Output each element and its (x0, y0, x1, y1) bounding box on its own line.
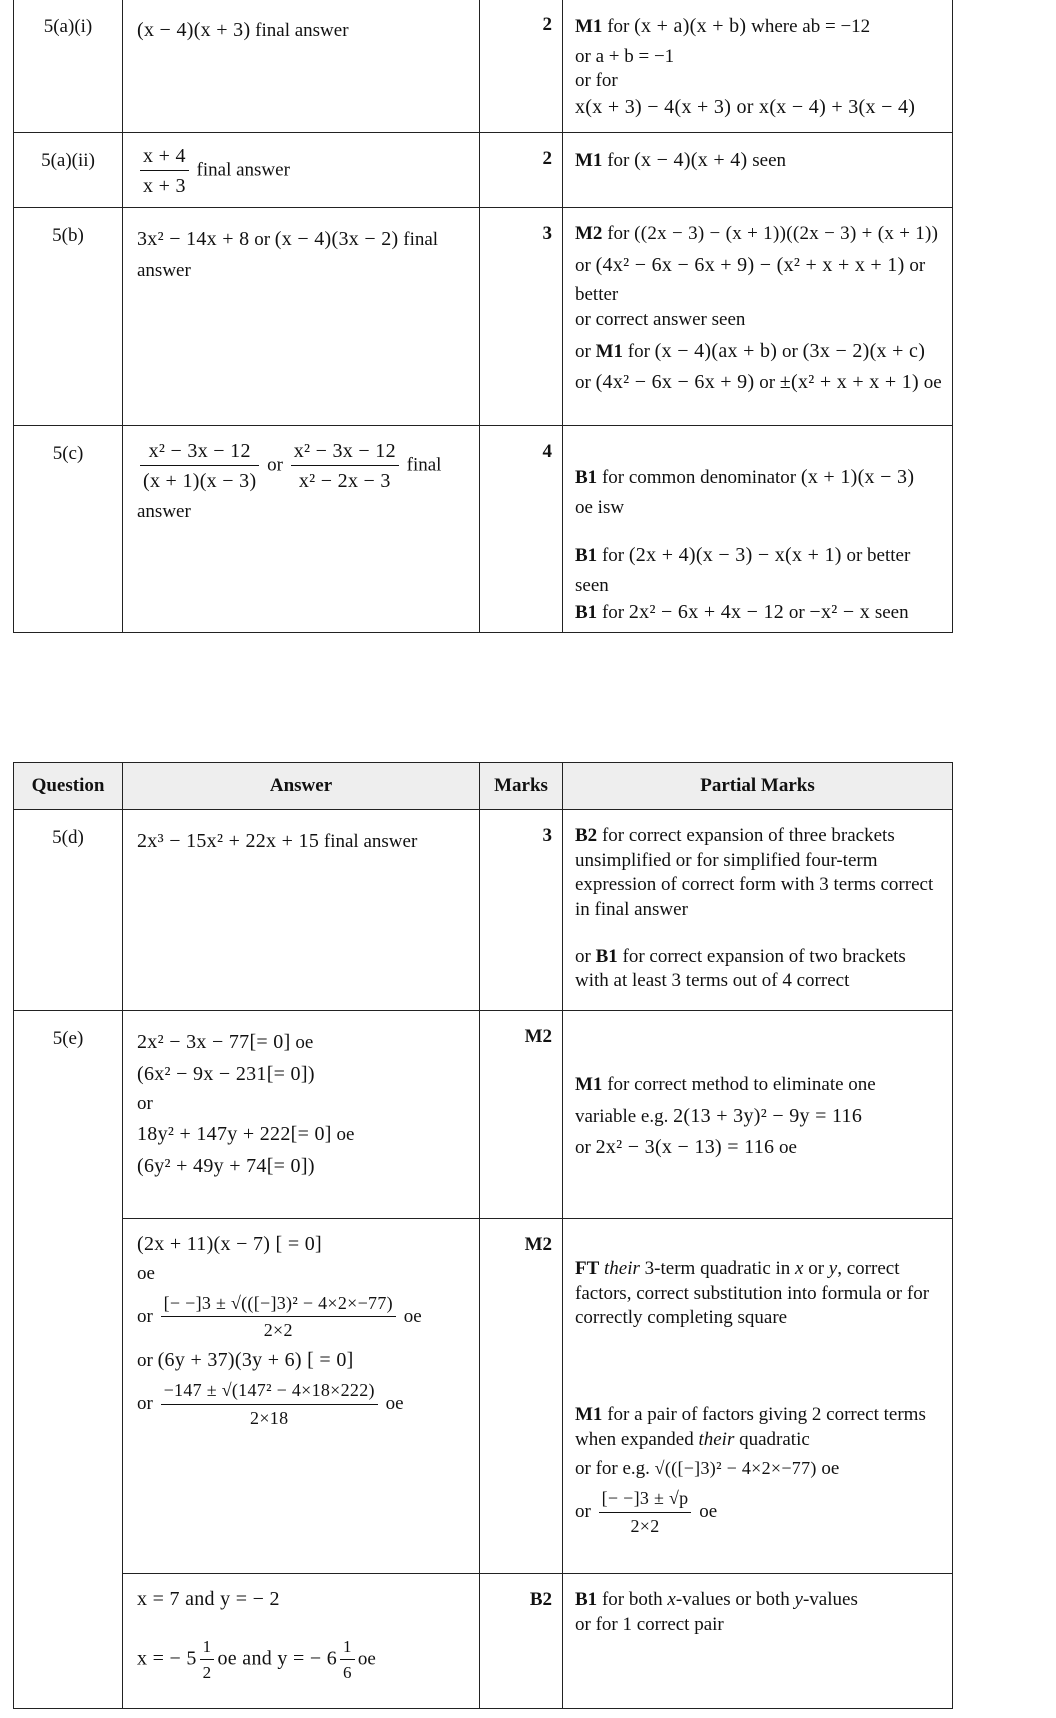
partial-line (575, 13, 942, 40)
partial-text: or (575, 340, 591, 362)
partial-line (575, 1073, 942, 1098)
column-header-answer: Answer (123, 763, 480, 810)
partial-variable: x (667, 1589, 676, 1610)
answer-cell (123, 1574, 480, 1709)
answer-line (137, 1121, 467, 1148)
fraction-numerator: −147 ± √(147² − 4×18×222) (161, 1379, 378, 1404)
marks-cell (480, 133, 563, 208)
answer-text: or (137, 1392, 153, 1414)
markscheme-table-bottom (13, 762, 953, 1709)
fraction-numerator: x² − 3x − 12 (291, 438, 399, 466)
answer-note: final answer (255, 20, 349, 41)
answer-cell (123, 208, 480, 426)
table-header-row (14, 763, 953, 810)
question-cell (14, 0, 123, 133)
partial-variable: y (794, 1589, 803, 1610)
partial-text: for (607, 223, 630, 244)
mark-code: B2 (575, 825, 598, 846)
partial-text: for (601, 545, 625, 567)
mark-code: B1 (575, 545, 598, 567)
partial-text: or (759, 372, 776, 394)
answer-line (137, 438, 467, 494)
marks-cell (480, 1011, 563, 1219)
partial-line: or a + b = −1 (575, 45, 675, 67)
partial-line: seen (575, 575, 609, 597)
partial-text: variable e.g. (575, 1105, 669, 1127)
question-label: 5(c) (52, 443, 84, 464)
partial-text: seen (752, 150, 787, 171)
mark-code: M1 (575, 1404, 603, 1426)
marks-cell (480, 1574, 563, 1709)
partial-line (575, 252, 942, 279)
partial-line: or for (575, 70, 618, 92)
partial-text: seen (874, 601, 909, 623)
answer-text: or (137, 1305, 153, 1327)
mark-code: B1 (595, 945, 618, 967)
partial-text: for (607, 150, 630, 171)
partial-text: oe (779, 1137, 797, 1159)
partial-marks-cell (563, 1011, 953, 1219)
answer-fraction (161, 1379, 378, 1430)
partial-text: 3-term quadratic in (644, 1258, 791, 1279)
partial-marks-cell (563, 810, 953, 1011)
question-cell (14, 133, 123, 208)
partial-line (575, 1457, 942, 1482)
fraction-numerator: 1 (200, 1636, 215, 1660)
partial-text: or (575, 1500, 591, 1522)
marks-value: 3 (542, 223, 552, 244)
answer-expression: (6y² + 49y + 74[= 0]) (137, 1155, 315, 1178)
answer-fraction (161, 1292, 396, 1343)
mark-code: B1 (575, 601, 598, 623)
fraction-denominator: x² − 2x − 3 (298, 470, 391, 492)
marks-cell (480, 1219, 563, 1574)
question-label: 5(b) (52, 225, 84, 246)
mark-code: B1 (575, 467, 598, 488)
partial-fraction (599, 1487, 692, 1538)
answer-expression: 18y² + 147y + 222[= 0] (137, 1123, 332, 1146)
partial-text: for common denominator (601, 467, 797, 488)
partial-marks-cell (563, 1219, 953, 1574)
partial-variable: y (828, 1258, 838, 1279)
answer-line (137, 226, 467, 253)
question-cell (14, 208, 123, 426)
mark-code: M1 (575, 1074, 603, 1095)
table-row (14, 1011, 953, 1219)
partial-text: oe (923, 372, 942, 394)
answer-note: oe (403, 1305, 422, 1327)
partial-text: for correct expansion of two brackets with at least 3 terms out of 4 correct (575, 945, 906, 992)
fraction-denominator: 2 (202, 1663, 212, 1683)
partial-variable: x (795, 1258, 804, 1279)
marks-cell (480, 0, 563, 133)
mark-code: M1 (575, 16, 603, 37)
partial-text: or (808, 1258, 825, 1279)
answer-expression: 2x² − 3x − 77[= 0] (137, 1031, 291, 1053)
partial-line (575, 1487, 942, 1538)
answer-note: answer (137, 501, 191, 522)
partial-line (575, 1257, 942, 1331)
mark-code: M1 (575, 150, 603, 171)
question-label: 5(e) (52, 1028, 84, 1049)
partial-expression: x(x + 3) − 4(x + 3) or x(x − 4) + 3(x − 4) (575, 96, 916, 119)
answer-text: or (267, 454, 283, 476)
partial-line (575, 542, 942, 569)
partial-marks-cell (563, 133, 953, 208)
answer-fraction (140, 143, 189, 199)
column-header-marks: Marks (480, 763, 563, 810)
partial-expression: ±(x² + x + x + 1) (779, 371, 919, 394)
fraction-numerator: [− −]3 ± √(([−]3)² − 4×2×−77) (161, 1292, 396, 1317)
question-label: 5(a)(ii) (41, 150, 95, 171)
answer-expression: (2x + 11)(x − 7) [ = 0] (137, 1233, 322, 1255)
partial-marks-cell (563, 426, 953, 633)
partial-text: -values (802, 1589, 858, 1610)
marks-value: B2 (529, 1589, 552, 1610)
partial-line (575, 945, 942, 994)
fraction-denominator: x + 3 (143, 175, 186, 197)
partial-marks-cell (563, 0, 953, 133)
answer-expression: 2x³ − 15x² + 22x + 15 (137, 830, 320, 852)
partial-expression: (2x + 4)(x − 3) − x(x + 1) (628, 544, 842, 567)
partial-line: oe isw (575, 496, 625, 518)
partial-line (575, 1103, 942, 1130)
partial-marks-cell (563, 1574, 953, 1709)
answer-cell (123, 426, 480, 633)
partial-expression: (4x² − 6x − 6x + 9) (595, 371, 755, 394)
partial-text: or (575, 945, 591, 967)
marks-cell (480, 426, 563, 633)
table-row (14, 810, 953, 1011)
answer-expression: (6y + 37)(3y + 6) [ = 0] (157, 1349, 354, 1372)
fraction-numerator: 1 (340, 1636, 355, 1660)
answer-text: or (137, 1350, 153, 1372)
partial-line: better (575, 284, 619, 306)
partial-line (575, 338, 942, 365)
partial-text: for both (601, 1589, 663, 1610)
partial-text: or (575, 372, 591, 394)
partial-expression: √(([−]3)² − 4×2×−77) (654, 1458, 817, 1479)
partial-text: quadratic (739, 1428, 810, 1450)
marks-cell (480, 208, 563, 426)
marks-value: 2 (542, 148, 552, 169)
fraction-denominator: 2×2 (263, 1320, 293, 1341)
question-label: 5(a)(i) (43, 16, 93, 37)
partial-text: or better (846, 545, 911, 567)
question-cell (14, 426, 123, 633)
mark-code: B1 (575, 1589, 598, 1610)
partial-line (575, 1134, 942, 1161)
partial-line (575, 147, 942, 174)
answer-fraction (200, 1636, 215, 1684)
answer-text: or (137, 1092, 153, 1114)
partial-line (575, 464, 942, 491)
partial-text: oe (699, 1500, 718, 1522)
partial-text: for (601, 601, 625, 623)
partial-emphasis: their (698, 1428, 735, 1450)
partial-text: or (782, 340, 798, 362)
table-row (14, 1574, 953, 1709)
table-row (14, 0, 953, 133)
marks-cell (480, 810, 563, 1011)
answer-expression: x = 7 and y = − 2 (137, 1588, 280, 1610)
partial-expression: (x − 4)(ax + b) (654, 339, 778, 362)
answer-fraction (291, 438, 399, 494)
question-cell (14, 1011, 123, 1709)
partial-line: or correct answer seen (575, 309, 746, 331)
answer-line (137, 1636, 467, 1684)
partial-text: or (909, 254, 926, 276)
answer-line (137, 1292, 467, 1343)
answer-expression: (6x² − 9x − 231[= 0]) (137, 1062, 315, 1085)
answer-note: oe (336, 1124, 355, 1146)
answer-text: or (254, 229, 271, 250)
partial-expression: (x + a)(x + b) (634, 15, 747, 37)
mark-code: M2 (575, 223, 603, 244)
answer-line (137, 1379, 467, 1430)
table-row (14, 426, 953, 633)
partial-expression: −x² − x (809, 600, 871, 623)
partial-marks-cell (563, 208, 953, 426)
answer-line (137, 1347, 467, 1374)
partial-expression: (4x² − 6x − 6x + 9) − (x² + x + x + 1) (595, 253, 905, 276)
partial-text: -values or both (675, 1589, 790, 1610)
question-cell (14, 810, 123, 1011)
partial-line (575, 1403, 942, 1452)
partial-text: , correct factors, correct substitution into formula or for correctly completing square (575, 1258, 930, 1329)
marks-value: 4 (542, 441, 552, 462)
fraction-denominator: 2×18 (250, 1407, 289, 1428)
answer-expression: oe and y = − 6 (217, 1647, 337, 1670)
answer-cell (123, 1219, 480, 1574)
partial-emphasis: their (604, 1258, 640, 1279)
partial-text: for correct expansion of three brackets unsimplified or for simplified four-term expression of correct form with 3 terms correct in final answer (575, 825, 934, 921)
column-header-question: Question (14, 763, 123, 810)
partial-text: for (627, 340, 650, 362)
partial-expression: ((2x − 3) − (x + 1))((2x − 3) + (x + 1)) (634, 223, 939, 244)
partial-line: or for 1 correct pair (575, 1613, 724, 1635)
partial-text: or (575, 254, 591, 276)
answer-note: oe (385, 1392, 404, 1414)
answer-note: final (403, 229, 439, 250)
partial-line (575, 824, 942, 923)
partial-text: for correct method to eliminate one (607, 1074, 876, 1095)
markscheme-table-top (13, 0, 953, 633)
answer-fraction (340, 1636, 355, 1684)
fraction-numerator: x² − 3x − 12 (140, 438, 259, 466)
mark-code: FT (575, 1258, 600, 1279)
answer-cell (123, 1011, 480, 1219)
marks-value: M2 (524, 1026, 552, 1047)
answer-note: answer (137, 259, 191, 281)
answer-note: final (406, 454, 442, 476)
answer-expression: 3x² − 14x + 8 (137, 228, 250, 250)
marks-value: 2 (542, 14, 552, 35)
partial-expression: (x + 1)(x − 3) (800, 466, 915, 488)
partial-text: oe (821, 1458, 840, 1480)
partial-text: or for e.g. (575, 1458, 650, 1480)
partial-line (575, 599, 942, 626)
partial-expression: (x − 4)(x + 4) (634, 149, 748, 171)
table-row (14, 1219, 953, 1574)
fraction-denominator: 6 (343, 1663, 352, 1683)
answer-note: oe (137, 1263, 155, 1284)
fraction-denominator: 2×2 (630, 1515, 660, 1536)
answer-note: oe (357, 1648, 376, 1670)
fraction-denominator: (x + 1)(x − 3) (143, 470, 257, 492)
answer-cell (123, 133, 480, 208)
fraction-numerator: x + 4 (140, 143, 189, 171)
partial-expression: 2x² − 3(x − 13) = 116 (595, 1136, 775, 1159)
answer-note: final answer (323, 831, 418, 852)
partial-expression: 2(13 + 3y)² − 9y = 116 (673, 1104, 863, 1127)
partial-text: or (788, 601, 805, 623)
fraction-numerator: [− −]3 ± √p (599, 1487, 692, 1512)
answer-fraction (140, 438, 259, 494)
table-row (14, 208, 953, 426)
answer-cell (123, 810, 480, 1011)
partial-line (575, 369, 942, 396)
answer-expression: x = − 5 (137, 1647, 197, 1670)
partial-line (575, 1588, 942, 1613)
partial-text: for a pair of factors giving 2 correct terms when expanded (575, 1404, 926, 1450)
partial-text: or (575, 1137, 591, 1159)
answer-cell (123, 0, 480, 133)
question-label: 5(d) (52, 827, 84, 848)
partial-expression: (3x − 2)(x + c) (802, 339, 926, 362)
answer-line (137, 1029, 467, 1056)
answer-note: final answer (196, 159, 290, 181)
partial-line (575, 222, 942, 247)
mark-code: M1 (595, 340, 624, 362)
answer-expression: (x − 4)(3x − 2) (274, 228, 399, 250)
partial-text: for (607, 16, 630, 37)
column-header-partial-marks: Partial Marks (563, 763, 953, 810)
partial-text: where ab = −12 (751, 16, 871, 37)
marks-value: 3 (542, 825, 552, 846)
table-row (14, 133, 953, 208)
partial-expression: 2x² − 6x + 4x − 12 (628, 600, 785, 623)
answer-expression: (x − 4)(x + 3) (137, 19, 251, 41)
answer-note: oe (295, 1032, 314, 1053)
marks-value: M2 (524, 1234, 552, 1255)
